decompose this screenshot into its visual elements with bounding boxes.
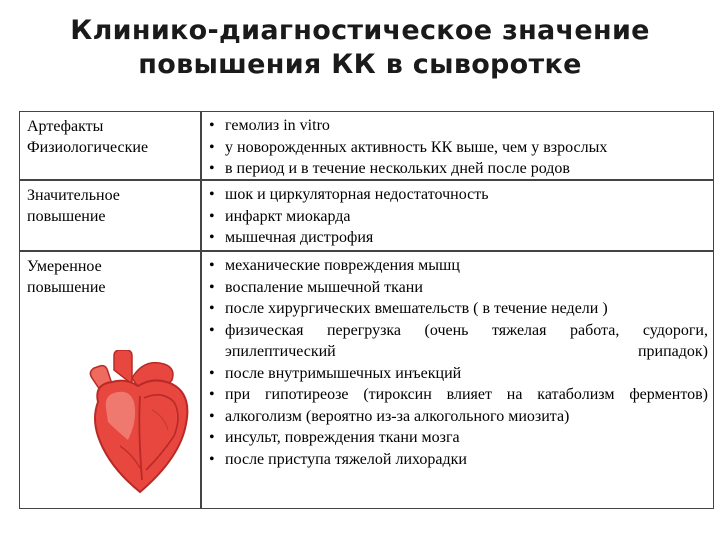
page-title — [0, 14, 720, 82]
ck-table — [19, 111, 714, 509]
list-item: • алкоголизм (вероятно из-за алкогольного миозита) — [208, 406, 708, 428]
row-divider-2 — [20, 250, 713, 252]
title-line-1: Клинико-диагностическое значение — [70, 15, 650, 46]
row-2-category-line-2: повышение — [27, 208, 106, 225]
title-line-2: повышения КК в сыворотке — [138, 49, 582, 80]
list-item: • инфаркт миокарда — [208, 206, 708, 228]
row-3-items — [208, 255, 708, 470]
list-item: • механические повреждения мышц — [208, 255, 708, 277]
row-3-category-line-1: Умеренное — [27, 258, 102, 275]
list-item: • инсульт, повреждения ткани мозга — [208, 427, 708, 449]
list-item: • при гипотиреозе (тироксин влияет на катаболизм ферментов) — [208, 384, 708, 406]
column-divider — [200, 112, 202, 508]
list-item: • после внутримышечных инъекций — [208, 363, 708, 385]
list-item: • в период и в течение нескольких дней после родов — [208, 158, 708, 180]
row-2-items — [208, 184, 708, 249]
row-3-category-line-2: повышение — [27, 279, 106, 296]
list-item: • гемолиз in vitro — [208, 115, 708, 137]
row-2-category-line-1: Значительное — [27, 187, 120, 204]
row-1-category-line-2: Физиологические — [27, 139, 149, 156]
list-item: • мышечная дистрофия — [208, 227, 708, 249]
list-item: • шок и циркуляторная недостаточность — [208, 184, 708, 206]
row-3-category — [27, 256, 192, 298]
row-2-category — [27, 185, 192, 227]
heart-icon — [80, 350, 200, 500]
list-item: • после приступа тяжелой лихорадки — [208, 449, 708, 471]
list-item: • после хирургических вмешательств ( в течение недели ) — [208, 298, 708, 320]
list-item: • у новорожденных активность КК выше, чем у взрослых — [208, 137, 708, 159]
list-item: • физическая перегрузка (очень тяжелая работа, судороги, эпилептический припадок) — [208, 320, 708, 363]
row-1-category — [27, 116, 192, 158]
row-1-category-line-1: Артефакты — [27, 118, 104, 135]
row-1-items — [208, 115, 708, 180]
list-item: • воспаление мышечной ткани — [208, 277, 708, 299]
